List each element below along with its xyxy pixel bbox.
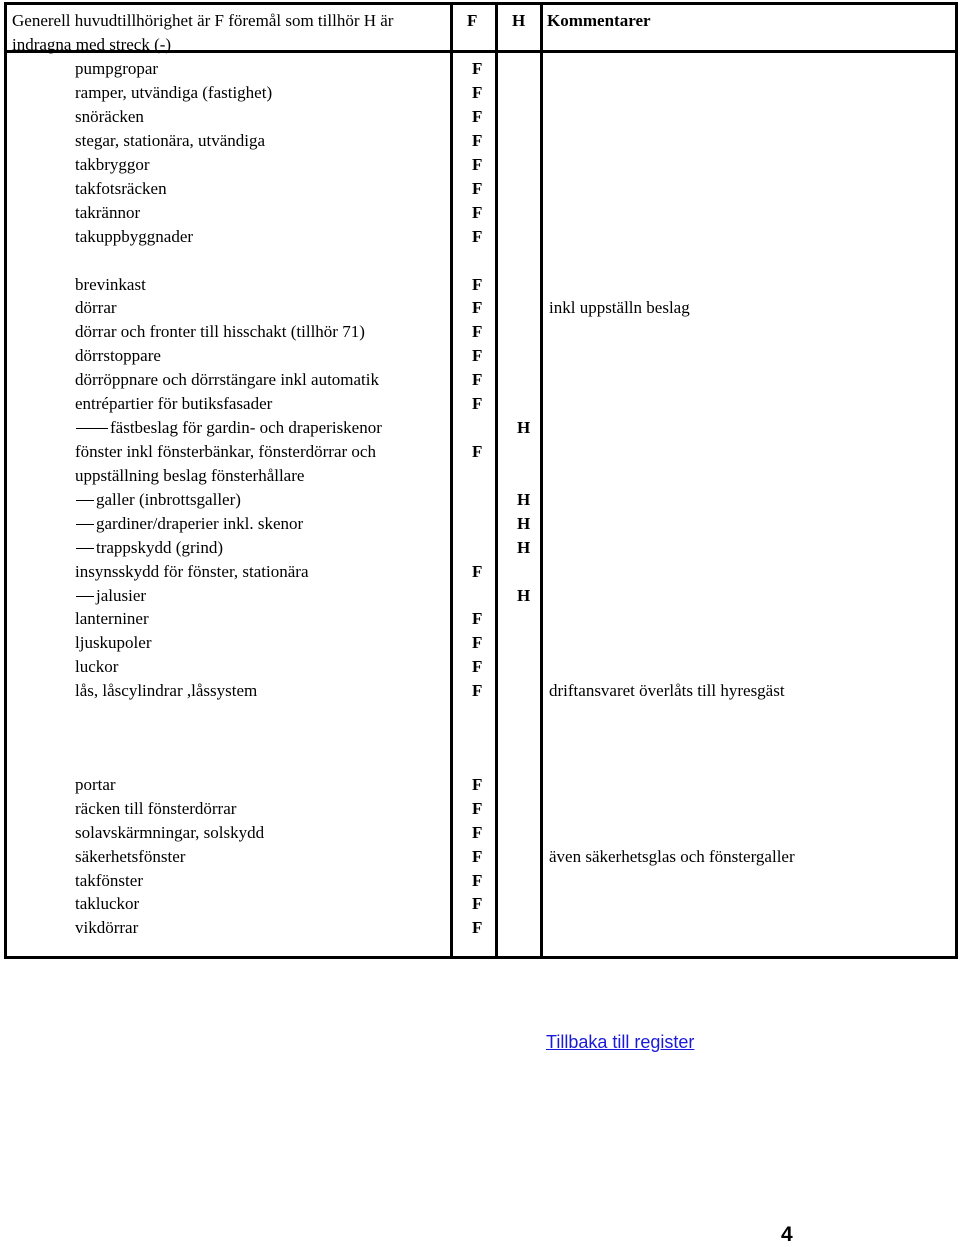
item-label: luckor [75, 657, 119, 676]
table-row [7, 797, 957, 821]
table-row [7, 464, 957, 488]
f-mark: F [472, 918, 483, 937]
table-row [7, 296, 957, 320]
comment-text: driftansvaret överlåts till hyresgäst [549, 681, 785, 700]
f-mark: F [472, 83, 483, 102]
table-header-title: Generell huvudtillhörighet är F föremål som tillhör H är indragna med streck (-) [12, 11, 394, 54]
indent-dash [76, 524, 94, 525]
item-label-indented [76, 416, 382, 440]
item-label-indented [76, 512, 303, 536]
item-label: dörröppnare och dörrstängare inkl automatik [75, 370, 380, 389]
table-row [7, 655, 957, 679]
h-mark: H [517, 586, 531, 605]
item-label: dörrstoppare [75, 346, 161, 365]
comment-text: även säkerhetsglas och fönstergaller [549, 847, 795, 866]
item-label: entrépartier för butiksfasader [75, 394, 273, 413]
item-label-indented [76, 536, 223, 560]
h-mark: H [517, 538, 531, 557]
table-row [7, 392, 957, 416]
comment-text: inkl uppställn beslag [549, 298, 690, 317]
item-label: pumpgropar [75, 59, 159, 78]
f-mark: F [472, 227, 483, 246]
table-row [7, 416, 957, 440]
classification-table [4, 2, 958, 959]
f-mark: F [472, 346, 483, 365]
f-mark: F [472, 823, 483, 842]
table-row [7, 177, 957, 201]
indent-dash [76, 596, 94, 597]
table-row [7, 821, 957, 845]
f-mark: F [472, 562, 483, 581]
back-to-register-link[interactable]: Tillbaka till register [546, 1032, 695, 1052]
f-mark: F [472, 131, 483, 150]
item-label: dörrar och fronter till hisschakt (tillhör 71) [75, 322, 365, 341]
column-header-f: F [467, 11, 478, 30]
f-mark: F [472, 322, 483, 341]
f-mark: F [472, 442, 483, 461]
item-label: solavskärmningar, solskydd [75, 823, 265, 842]
item-label: stegar, stationära, utvändiga [75, 131, 266, 150]
f-mark: F [472, 633, 483, 652]
f-mark: F [472, 179, 483, 198]
table-row [7, 81, 957, 105]
f-mark: F [472, 871, 483, 890]
f-mark: F [472, 775, 483, 794]
f-mark: F [472, 657, 483, 676]
table-row [7, 560, 957, 584]
h-mark: H [517, 418, 531, 437]
indent-dash [76, 500, 94, 501]
table-row [7, 607, 957, 631]
item-label: lås, låscylindrar ,låssystem [75, 681, 258, 700]
table-row [7, 869, 957, 893]
table-row [7, 845, 957, 869]
item-label: vikdörrar [75, 918, 139, 937]
item-label: takluckor [75, 894, 140, 913]
item-label: takfönster [75, 871, 143, 890]
item-label: säkerhetsfönster [75, 847, 186, 866]
table-row [7, 368, 957, 392]
table-row [7, 344, 957, 368]
item-label: ramper, utvändiga (fastighet) [75, 83, 273, 102]
table-row [7, 916, 957, 940]
item-label: gardiner/draperier inkl. skenor [96, 514, 304, 533]
table-row [7, 225, 957, 249]
item-label: jalusier [96, 586, 147, 605]
f-mark: F [472, 298, 483, 317]
table-row [7, 773, 957, 797]
item-label: ljuskupoler [75, 633, 152, 652]
table-row [7, 201, 957, 225]
f-mark: F [472, 847, 483, 866]
f-mark: F [472, 275, 483, 294]
f-mark: F [472, 203, 483, 222]
h-mark: H [517, 514, 531, 533]
f-mark: F [472, 155, 483, 174]
table-row [7, 512, 957, 536]
f-mark: F [472, 799, 483, 818]
item-label: takuppbyggnader [75, 227, 194, 246]
f-mark: F [472, 609, 483, 628]
column-header-comments: Kommentarer [547, 11, 651, 30]
indent-dash [76, 428, 108, 429]
page-number: 4 [781, 1223, 793, 1246]
item-label: räcken till fönsterdörrar [75, 799, 237, 818]
f-mark: F [472, 107, 483, 126]
table-row [7, 488, 957, 512]
h-mark: H [517, 490, 531, 509]
column-header-h: H [512, 11, 526, 30]
table-row [7, 153, 957, 177]
item-label: insynsskydd för fönster, stationära [75, 562, 309, 581]
item-label: uppställning beslag fönsterhållare [75, 466, 305, 485]
item-label: snöräcken [75, 107, 144, 126]
f-mark: F [472, 59, 483, 78]
item-label: galler (inbrottsgaller) [96, 490, 241, 509]
item-label: takbryggor [75, 155, 150, 174]
indent-dash [76, 548, 94, 549]
item-label: takrännor [75, 203, 141, 222]
f-mark: F [472, 394, 483, 413]
item-label: takfotsräcken [75, 179, 167, 198]
item-label: lanterniner [75, 609, 149, 628]
table-row [7, 440, 957, 464]
table-row [7, 129, 957, 153]
table-row [7, 536, 957, 560]
table-row [7, 273, 957, 297]
item-label-indented [76, 584, 146, 608]
table-row [7, 584, 957, 608]
item-label: fästbeslag för gardin- och draperiskenor [110, 418, 382, 437]
table-row [7, 631, 957, 655]
table-row [7, 320, 957, 344]
f-mark: F [472, 894, 483, 913]
item-label: dörrar [75, 298, 117, 317]
item-label: brevinkast [75, 275, 146, 294]
f-mark: F [472, 681, 483, 700]
item-label: trappskydd (grind) [96, 538, 224, 557]
table-row [7, 892, 957, 916]
f-mark: F [472, 370, 483, 389]
table-row [7, 105, 957, 129]
table-row [7, 679, 957, 703]
table-row [7, 57, 957, 81]
item-label-indented [76, 488, 241, 512]
item-label: fönster inkl fönsterbänkar, fönsterdörrar och [75, 442, 376, 461]
item-label: portar [75, 775, 116, 794]
